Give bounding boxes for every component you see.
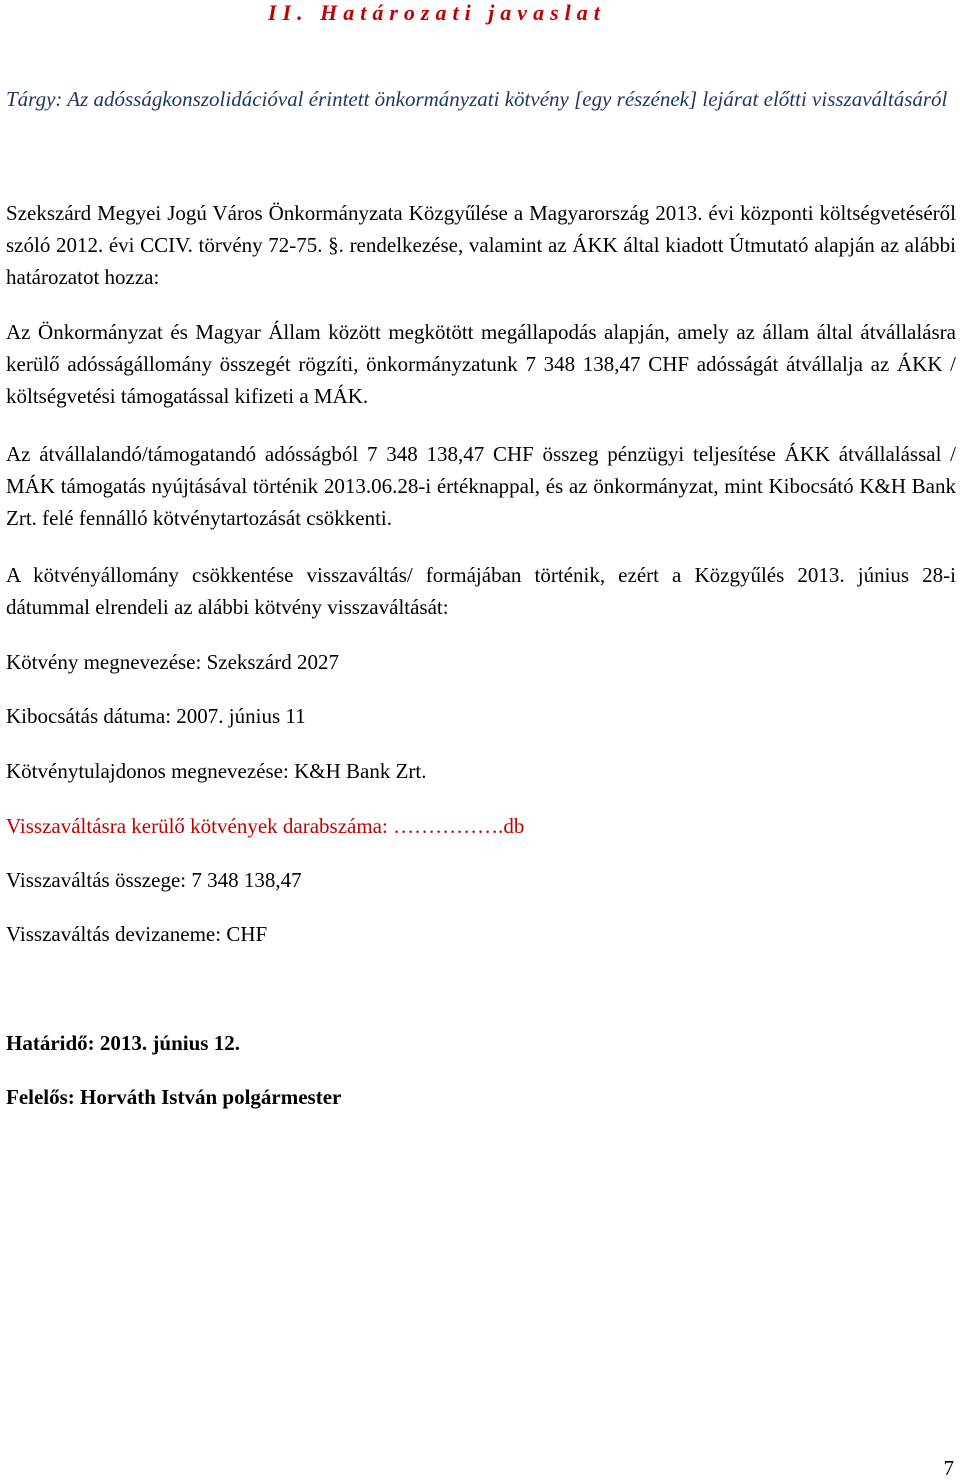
bond-count-line: Visszaváltásra kerülő kötvények darabszáma: …………….db — [6, 814, 525, 838]
subject-line — [6, 84, 956, 115]
document-heading: II. Határozati javaslat — [268, 0, 606, 25]
settlement-paragraph: Az átvállalandó/támogatandó adósságból 7 348 138,47 CHF összeg pénzügyi teljesítése ÁKK átvállalással / MÁK támogatás nyújtásával történik 2013.06.28-i értéknappal, és az önkormányzat, mint Kibocsátó K&H Bank Zrt. felé fennálló kötvénytartozását csökkenti. — [6, 442, 956, 530]
deadline-line: Határidő: 2013. június 12. — [6, 1031, 240, 1055]
bond-name-line: Kötvény megnevezése: Szekszárd 2027 — [6, 650, 339, 674]
holder-line: Kötvénytulajdonos megnevezése: K&H Bank Zrt. — [6, 759, 427, 783]
intro-paragraph: Szekszárd Megyei Jogú Város Önkormányzata Közgyűlése a Magyarország 2013. évi központi költségvetéséről szóló 2012. évi CCIV. törvény 72-75. §. rendelkezése, valamint az ÁKK által kiadott Útmutató alapján az alábbi határozatot hozza: — [6, 201, 956, 289]
subject-text: Az adósságkonszolidációval érintett önkormányzati kötvény [egy részének] lejárat előtti visszaváltásáról — [62, 87, 948, 111]
redemption-amount-line: Visszaváltás összege: 7 348 138,47 — [6, 868, 302, 892]
responsible-line: Felelős: Horváth István polgármester — [6, 1085, 342, 1109]
subject-label: Tárgy: — [6, 87, 63, 111]
agreement-paragraph: Az Önkormányzat és Magyar Állam között megkötött megállapodás alapján, amely az állam által átvállalásra kerülő adósságállomány összegét rögzíti, önkormányzatunk 7 348 138,47 CHF adósságát átvállalja az ÁKK / költségvetési támogatással kifizeti a MÁK. — [6, 320, 956, 408]
page-number: 7 — [943, 1456, 954, 1480]
issue-date-line: Kibocsátás dátuma: 2007. június 11 — [6, 704, 306, 728]
redemption-paragraph: A kötvényállomány csökkentése visszaváltás/ formájában történik, ezért a Közgyűlés 2013. június 28-i dátummal elrendeli az alábbi kötvény visszaváltását: — [6, 563, 956, 619]
redemption-currency-line: Visszaváltás devizaneme: CHF — [6, 922, 268, 946]
